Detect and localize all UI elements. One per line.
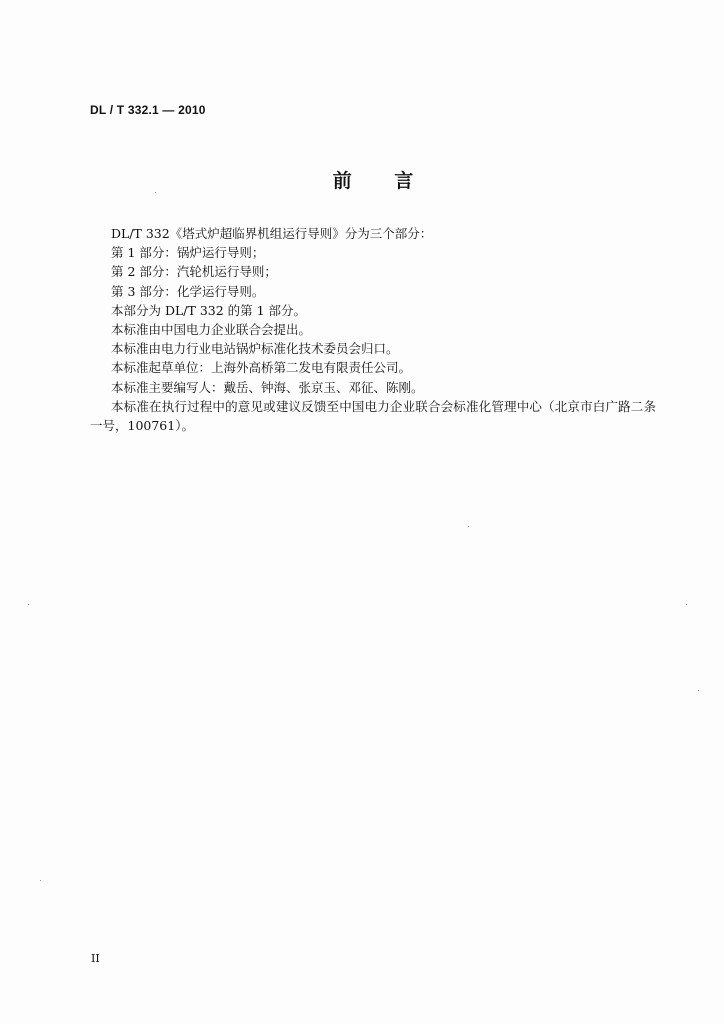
scan-speck	[686, 604, 687, 605]
paragraph-parts-intro: DL/T 332《塔式炉超临界机组运行导则》分为三个部分：	[111, 226, 433, 241]
paragraph-authors: 本标准主要编写人：戴岳、钟海、张京玉、邓征、陈刚。	[111, 379, 424, 395]
paragraph-this-part: 本部分为 DL/T 332 的第 1 部分。	[111, 302, 307, 318]
scan-speck	[155, 192, 156, 193]
scan-speck	[468, 526, 469, 527]
paragraph-part-3: 第 3 部分：化学运行导则。	[111, 283, 265, 299]
paragraph-part-1: 第 1 部分：锅炉运行导则；	[111, 245, 265, 261]
scan-speck	[698, 690, 699, 691]
foreword-body	[90, 224, 656, 435]
scan-speck	[28, 604, 29, 605]
paragraph-proposed-by: 本标准由中国电力企业联合会提出。	[111, 322, 312, 338]
page-number: II	[91, 952, 100, 965]
paragraph-drafting-unit: 本标准起草单位：上海外高桥第二发电有限责任公司。	[111, 360, 412, 376]
paragraph-centralized-by: 本标准由电力行业电站锅炉标准化技术委员会归口。	[111, 341, 399, 357]
standard-number-header: DL / T 332.1 — 2010	[90, 103, 206, 117]
page-title: 前 言	[332, 170, 432, 192]
paragraph-feedback: 本标准在执行过程中的意见或建议反馈至中国电力企业联合会标准化管理中心（北京市白广路二条一号，100761）。	[90, 398, 656, 434]
paragraph-part-2: 第 2 部分：汽轮机运行导则；	[111, 264, 277, 280]
scan-speck	[40, 880, 41, 881]
